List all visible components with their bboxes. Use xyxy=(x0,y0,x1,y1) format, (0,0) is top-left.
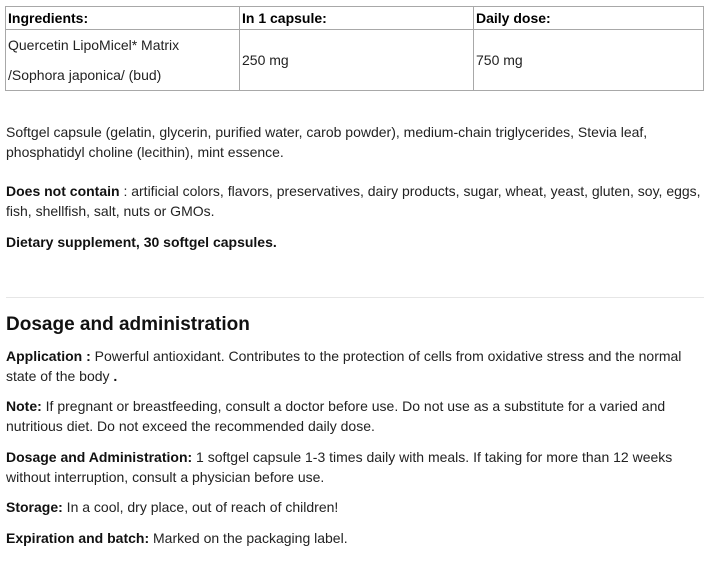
does-not-contain-text: : artificial colors, flavors, preservatives, dairy products, sugar, wheat, yeast, gluten, soy, eggs, fish, shellfish, salt, nuts or GMOs. xyxy=(6,183,701,219)
expiration-paragraph xyxy=(6,528,706,548)
supplement-note: Dietary supplement, 30 softgel capsules. xyxy=(6,234,277,250)
dosage-label: Dosage and Administration: xyxy=(6,449,193,465)
application-label: Application : xyxy=(6,348,91,364)
note-label: Note: xyxy=(6,398,42,414)
ingredient-name-line2: /Sophora japonica/ (bud) xyxy=(8,67,162,83)
section-title: Dosage and administration xyxy=(6,314,250,335)
note-paragraph xyxy=(6,396,706,436)
does-not-contain-label: Does not contain xyxy=(6,183,120,199)
header-ingredients: Ingredients: xyxy=(6,7,240,30)
storage-text: In a cool, dry place, out of reach of children! xyxy=(62,499,339,515)
header-per-capsule: In 1 capsule: xyxy=(240,7,474,30)
ingredients-table xyxy=(5,6,704,91)
storage-label: Storage: xyxy=(6,499,63,515)
application-end: . xyxy=(113,368,118,384)
ingredient-name-line1: Quercetin LipoMicel* Matrix xyxy=(8,37,180,53)
expiration-label: Expiration and batch: xyxy=(6,530,150,546)
application-paragraph xyxy=(6,346,706,386)
expiration-text: Marked on the packaging label. xyxy=(149,530,348,546)
per-capsule-value: 250 mg xyxy=(240,30,474,91)
dosage-paragraph xyxy=(6,447,706,487)
storage-paragraph xyxy=(6,497,706,517)
section-divider xyxy=(6,297,704,298)
table-row xyxy=(6,30,704,91)
application-text: Powerful antioxidant. Contributes to the protection of cells from oxidative stress and the normal state of the body xyxy=(6,348,682,384)
dosage-text: 1 softgel capsule 1-3 times daily with meals. If taking for more than 12 weeks without interruption, consult a physician before use. xyxy=(6,449,673,485)
header-daily-dose: Daily dose: xyxy=(474,7,704,30)
does-not-contain-paragraph xyxy=(6,181,706,221)
daily-dose-value: 750 mg xyxy=(474,30,704,91)
note-text: If pregnant or breastfeeding, consult a doctor before use. Do not use as a substitute for a varied and nutritious diet. Do not exceed the recommended daily dose. xyxy=(6,398,666,434)
composition-text: Softgel capsule (gelatin, glycerin, purified water, carob powder), medium-chain triglycerides, Stevia leaf, phosphatidyl choline (lecithin), mint essence. xyxy=(6,124,648,160)
ingredient-name-cell xyxy=(6,30,240,91)
ingredients-table-header xyxy=(6,7,704,30)
